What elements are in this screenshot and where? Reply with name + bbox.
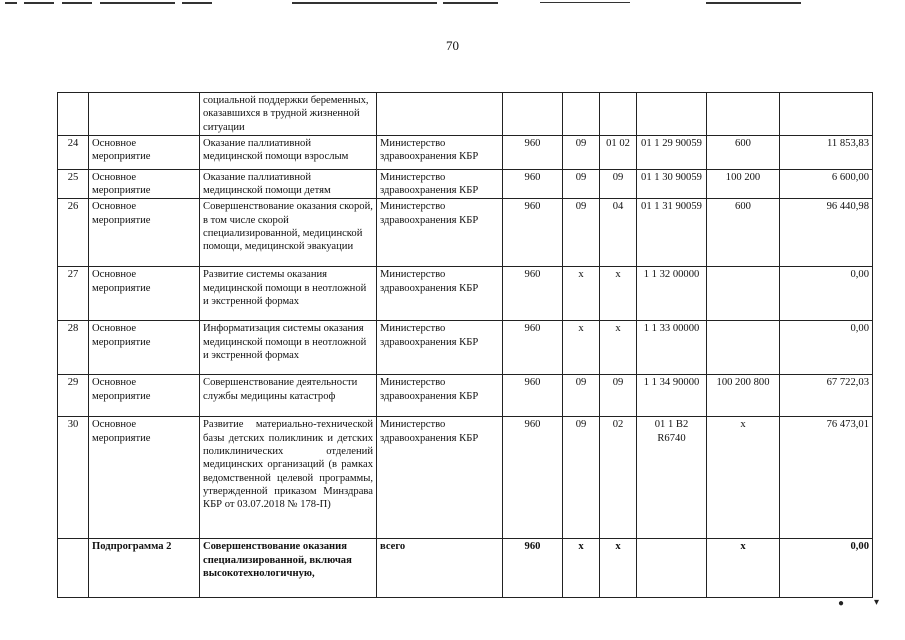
table-row — [58, 375, 873, 417]
row-csr: 1 1 34 90000 — [637, 375, 707, 417]
row-executor: Министерство здравоохранения КБР — [377, 321, 503, 375]
row-amount: 0,00 — [780, 321, 873, 375]
row-vr — [707, 93, 780, 136]
row-type: Основное мероприятие — [89, 375, 200, 417]
row-vr: 100 200 800 — [707, 375, 780, 417]
row-name: Совершенствование оказания специализированной, включая высокотехнологичную, — [200, 539, 377, 598]
row-csr: 01 1 29 90059 — [637, 135, 707, 169]
scan-artifact — [443, 2, 498, 4]
page-number: 70 — [446, 38, 459, 53]
row-executor: Министерство здравоохранения КБР — [377, 199, 503, 267]
row-rz: 09 — [563, 417, 600, 539]
row-pr: 04 — [600, 199, 637, 267]
scan-artifact — [292, 2, 437, 4]
row-rz: x — [563, 321, 600, 375]
scan-artifact — [540, 2, 630, 3]
program-table — [57, 92, 873, 598]
row-name: Развитие материально-технической базы детских поликлиник и детских поликлинических отделений медицинских организаций (в рамках ведомственной целевой программы, утвержденной приказом Минздрава КБР от 03.07.2018 № 178-П) — [200, 417, 377, 539]
row-amount: 76 473,01 — [780, 417, 873, 539]
row-pr: x — [600, 321, 637, 375]
row-type: Основное мероприятие — [89, 135, 200, 169]
row-pr: 01 02 — [600, 135, 637, 169]
row-number: 27 — [58, 267, 89, 321]
scan-artifact — [24, 2, 54, 4]
row-name: Совершенствование оказания скорой, в том числе скорой специализированной, медицинской помощи, медицинской эвакуации — [200, 199, 377, 267]
row-type: Основное мероприятие — [89, 199, 200, 267]
table-row — [58, 417, 873, 539]
row-vr — [707, 267, 780, 321]
row-vr — [707, 321, 780, 375]
row-pr: 09 — [600, 169, 637, 199]
row-pr: 09 — [600, 375, 637, 417]
table-row — [58, 199, 873, 267]
row-rz: x — [563, 539, 600, 598]
table-row — [58, 321, 873, 375]
row-type — [89, 93, 200, 136]
row-name: Развитие системы оказания медицинской помощи в неотложной и экстренной формах — [200, 267, 377, 321]
row-vr: x — [707, 417, 780, 539]
row-csr: 01 1 B2 R6740 — [637, 417, 707, 539]
scan-artifact — [706, 2, 801, 4]
table-row — [58, 267, 873, 321]
row-amount: 0,00 — [780, 267, 873, 321]
row-grbs: 960 — [503, 321, 563, 375]
row-pr: 02 — [600, 417, 637, 539]
row-csr: 01 1 31 90059 — [637, 199, 707, 267]
row-name: Информатизация системы оказания медицинской помощи в неотложной и экстренной формах — [200, 321, 377, 375]
row-number: 26 — [58, 199, 89, 267]
row-number: 25 — [58, 169, 89, 199]
row-csr — [637, 93, 707, 136]
row-number — [58, 93, 89, 136]
row-csr: 01 1 30 90059 — [637, 169, 707, 199]
row-name: Оказание паллиативной медицинской помощи взрослым — [200, 135, 377, 169]
row-number: 29 — [58, 375, 89, 417]
row-grbs: 960 — [503, 135, 563, 169]
row-executor: Министерство здравоохранения КБР — [377, 169, 503, 199]
row-amount: 11 853,83 — [780, 135, 873, 169]
row-csr: 1 1 32 00000 — [637, 267, 707, 321]
row-vr: 600 — [707, 199, 780, 267]
row-grbs: 960 — [503, 267, 563, 321]
row-pr: x — [600, 539, 637, 598]
row-amount: 96 440,98 — [780, 199, 873, 267]
row-grbs: 960 — [503, 417, 563, 539]
row-csr — [637, 539, 707, 598]
scan-artifact — [182, 2, 212, 4]
scan-artifact — [5, 2, 17, 4]
row-number: 28 — [58, 321, 89, 375]
row-grbs — [503, 93, 563, 136]
row-number: 24 — [58, 135, 89, 169]
row-rz: 09 — [563, 375, 600, 417]
row-pr — [600, 93, 637, 136]
row-amount: 67 722,03 — [780, 375, 873, 417]
row-vr: 600 — [707, 135, 780, 169]
table-row — [58, 169, 873, 199]
scan-artifact — [100, 2, 175, 4]
row-rz: x — [563, 267, 600, 321]
row-number — [58, 539, 89, 598]
scan-speck: ● — [838, 598, 845, 609]
row-vr: 100 200 — [707, 169, 780, 199]
row-executor: Министерство здравоохранения КБР — [377, 135, 503, 169]
row-amount: 0,00 — [780, 539, 873, 598]
row-type: Основное мероприятие — [89, 417, 200, 539]
row-rz — [563, 93, 600, 136]
row-type: Основное мероприятие — [89, 169, 200, 199]
table-row — [58, 93, 873, 136]
row-rz: 09 — [563, 169, 600, 199]
row-type: Основное мероприятие — [89, 267, 200, 321]
row-type: Основное мероприятие — [89, 321, 200, 375]
row-name: социальной поддержки беременных, оказавшихся в трудной жизненной ситуации — [200, 93, 377, 136]
row-rz: 09 — [563, 135, 600, 169]
row-csr: 1 1 33 00000 — [637, 321, 707, 375]
row-rz: 09 — [563, 199, 600, 267]
row-grbs: 960 — [503, 539, 563, 598]
row-name: Совершенствование деятельности службы медицины катастроф — [200, 375, 377, 417]
table-row — [58, 135, 873, 169]
row-grbs: 960 — [503, 375, 563, 417]
row-executor — [377, 93, 503, 136]
table-row — [58, 539, 873, 598]
row-name: Оказание паллиативной медицинской помощи детям — [200, 169, 377, 199]
row-type: Подпрограмма 2 — [89, 539, 200, 598]
row-amount — [780, 93, 873, 136]
scan-artifact — [62, 2, 92, 4]
row-executor: Министерство здравоохранения КБР — [377, 417, 503, 539]
row-amount: 6 600,00 — [780, 169, 873, 199]
row-pr: x — [600, 267, 637, 321]
row-executor: Министерство здравоохранения КБР — [377, 267, 503, 321]
row-grbs: 960 — [503, 169, 563, 199]
row-vr: x — [707, 539, 780, 598]
row-executor: Министерство здравоохранения КБР — [377, 375, 503, 417]
row-grbs: 960 — [503, 199, 563, 267]
row-number: 30 — [58, 417, 89, 539]
scan-speck: ▾ — [874, 597, 880, 608]
row-executor: всего — [377, 539, 503, 598]
